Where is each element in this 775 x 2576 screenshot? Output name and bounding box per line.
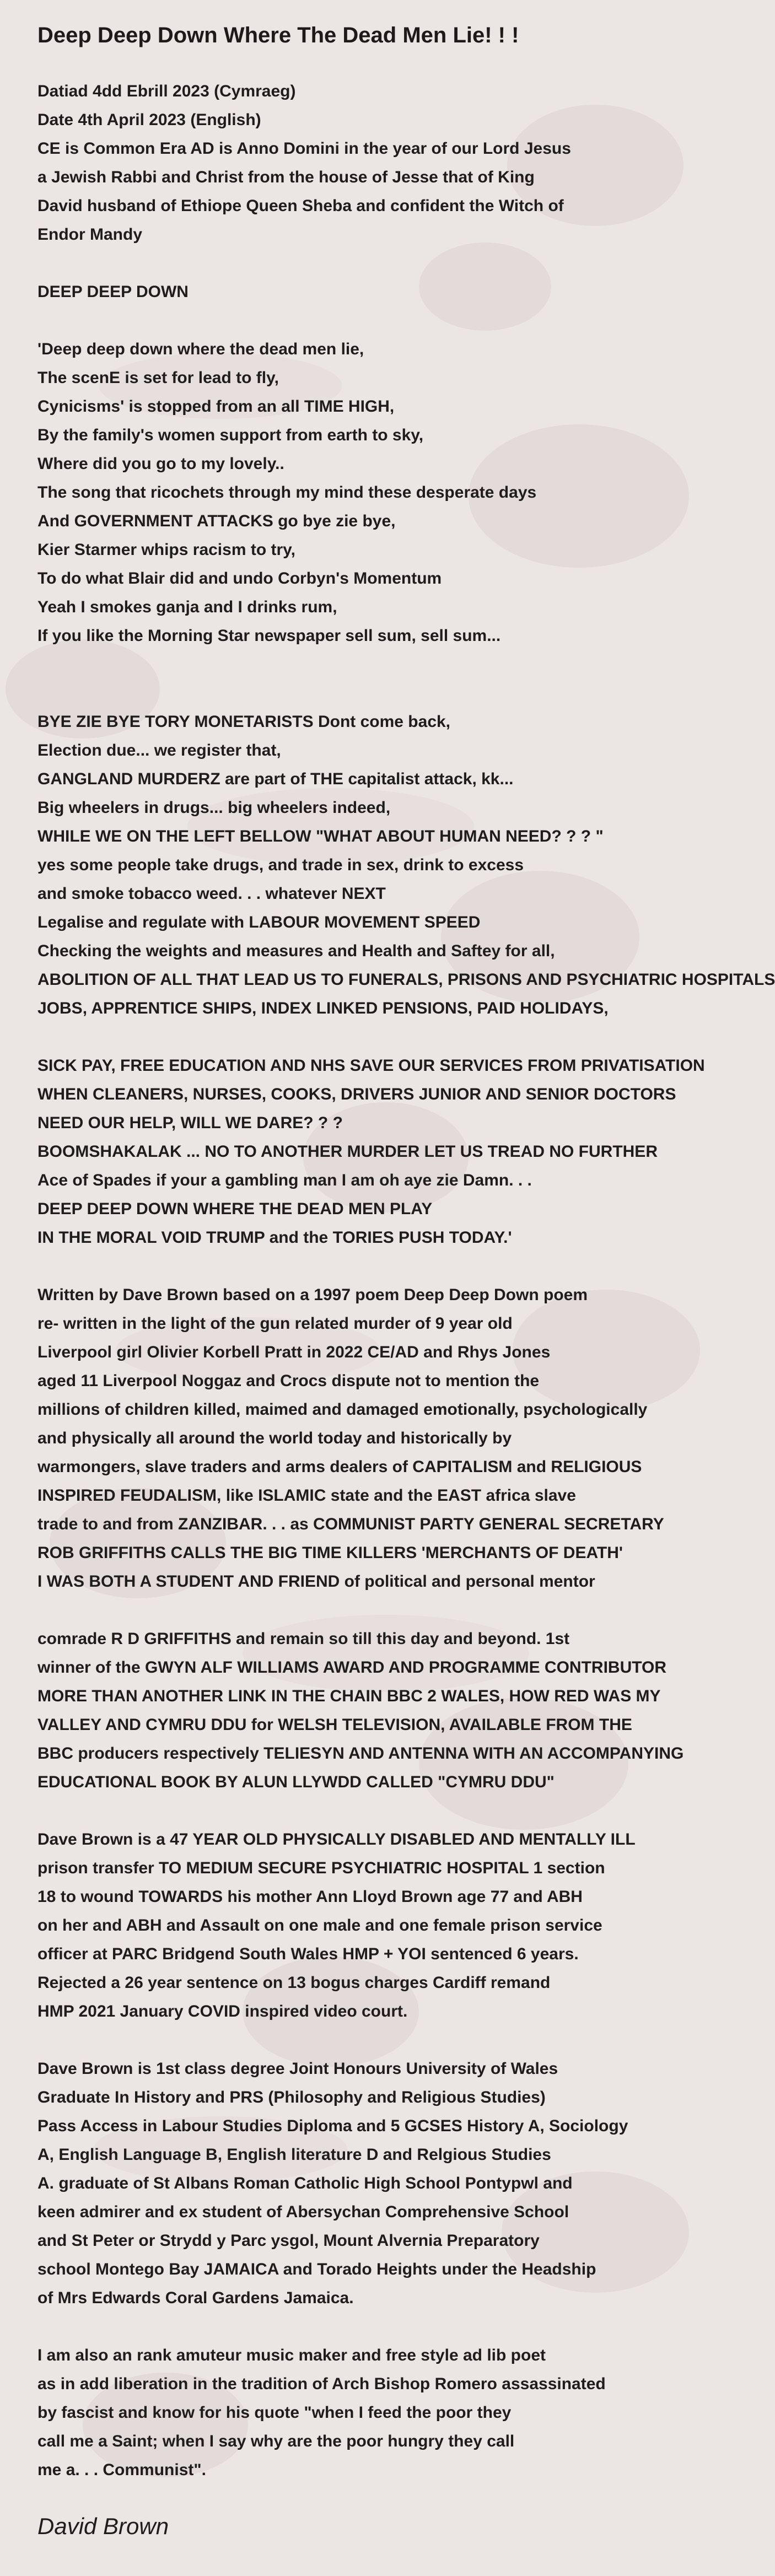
poem-line: INSPIRED FEUDALISM, like ISLAMIC state and the EAST africa slave — [37, 1486, 576, 1505]
poem-line: Graduate In History and PRS (Philosophy and Religious Studies) — [37, 2088, 546, 2106]
poem-line: WHILE WE ON THE LEFT BELLOW "WHAT ABOUT HUMAN NEED? ? ? " — [37, 827, 604, 845]
poem-line: millions of children killed, maimed and damaged emotionally, psychologically — [37, 1400, 648, 1419]
poem-line — [37, 1797, 661, 1825]
poem-line: Dave Brown is 1st class degree Joint Honours University of Wales — [37, 2060, 558, 2078]
poem-line: re- written in the light of the gun related murder of 9 year old — [37, 1314, 513, 1333]
poem-line: Big wheelers in drugs... big wheelers indeed, — [37, 799, 391, 817]
poem-line: ROB GRIFFITHS CALLS THE BIG TIME KILLERS 'MERCHANTS OF DEATH' — [37, 1544, 623, 1562]
poem-line: MORE THAN ANOTHER LINK IN THE CHAIN BBC 2 WALES, HOW RED WAS MY — [37, 1687, 661, 1705]
poem-line: 'Deep deep down where the dead men lie, — [37, 340, 364, 358]
poem-line: Checking the weights and measures and Health and Saftey for all, — [37, 942, 555, 960]
poem-line: Election due... we register that, — [37, 741, 281, 759]
poem-line: keen admirer and ex student of Abersychan Comprehensive School — [37, 2203, 569, 2221]
poem-line: Ace of Spades if your a gambling man I am oh aye zie Damn. . . — [37, 1171, 532, 1189]
poem-line: officer at PARC Bridgend South Wales HMP + YOI sentenced 6 years. — [37, 1945, 579, 1963]
poem-line: A, English Language B, English literature D and Relgious Studies — [37, 2146, 551, 2164]
poem-line: comrade R D GRIFFITHS and remain so till this day and beyond. 1st — [37, 1630, 570, 1648]
poem-line: A. graduate of St Albans Roman Catholic High School Pontypwl and — [37, 2174, 573, 2192]
poem-line: aged 11 Liverpool Noggaz and Crocs dispute not to mention the — [37, 1372, 540, 1390]
poem-line: Written by Dave Brown based on a 1997 poem Deep Deep Down poem — [37, 1286, 588, 1304]
poem-line: Cynicisms' is stopped from an all TIME HIGH, — [37, 397, 395, 416]
poem-line — [37, 1596, 661, 1625]
poem-line: EDUCATIONAL BOOK BY ALUN LLYWDD CALLED "CYMRU DDU" — [37, 1773, 555, 1791]
poem-line: NEED OUR HELP, WILL WE DARE? ? ? — [37, 1114, 343, 1132]
poem-line: a Jewish Rabbi and Christ from the house of Jesse that of King — [37, 168, 535, 186]
poem-line: IN THE MORAL VOID TRUMP and the TORIES PUSH TODAY.' — [37, 1228, 512, 1247]
poem-line — [37, 2313, 661, 2341]
poem-line: Pass Access in Labour Studies Diploma and 5 GCSES History A, Sociology — [37, 2117, 628, 2135]
poem-line: Where did you go to my lovely.. — [37, 455, 284, 473]
poem-line: as in add liberation in the tradition of Arch Bishop Romero assassinated — [37, 2375, 606, 2393]
poem-line: school Montego Bay JAMAICA and Torado Heights under the Headship — [37, 2260, 596, 2278]
poem-line — [37, 306, 661, 335]
poem-line: BOOMSHAKALAK ... NO TO ANOTHER MURDER LET US TREAD NO FURTHER — [37, 1143, 658, 1161]
poem-line: JOBS, APPRENTICE SHIPS, INDEX LINKED PENSIONS, PAID HOLIDAYS, — [37, 999, 609, 1017]
poem-line: DEEP DEEP DOWN WHERE THE DEAD MEN PLAY — [37, 1200, 433, 1218]
poem-line: GANGLAND MURDERZ are part of THE capitalist attack, kk... — [37, 770, 514, 788]
poem-line: BYE ZIE BYE TORY MONETARISTS Dont come back, — [37, 713, 451, 731]
poem-title: Deep Deep Down Where The Dead Men Lie! ! ! — [37, 23, 519, 47]
poem-line: To do what Blair did and undo Corbyn's Momentum — [37, 569, 442, 588]
poem-line: and St Peter or Strydd y Parc ysgol, Mount Alvernia Preparatory — [37, 2232, 540, 2250]
poem-line: David husband of Ethiope Queen Sheba and confident the Witch of — [37, 197, 564, 215]
poem-line: me a. . . Communist". — [37, 2461, 206, 2479]
poem-line: Liverpool girl Olivier Korbell Pratt in 2022 CE/AD and Rhys Jones — [37, 1343, 551, 1361]
poem-line: trade to and from ZANZIBAR. . . as COMMUNIST PARTY GENERAL SECRETARY — [37, 1515, 664, 1533]
poem-line — [37, 679, 661, 708]
poem-line — [37, 1252, 661, 1281]
poem-line: CE is Common Era AD is Anno Domini in the year of our Lord Jesus — [37, 139, 571, 158]
poem-line — [37, 249, 661, 278]
poem-line: Dave Brown is a 47 YEAR OLD PHYSICALLY DISABLED AND MENTALLY ILL — [37, 1830, 636, 1849]
poem-line: If you like the Morning Star newspaper sell sum, sell sum... — [37, 627, 501, 645]
poem-line: by fascist and know for his quote "when I feed the poor they — [37, 2403, 512, 2422]
poem-line: Legalise and regulate with LABOUR MOVEMENT SPEED — [37, 913, 481, 931]
poem-line: Rejected a 26 year sentence on 13 bogus charges Cardiff remand — [37, 1974, 551, 1992]
poem-line: yes some people take drugs, and trade in sex, drink to excess — [37, 856, 524, 874]
poem-line: Yeah I smokes ganja and I drinks rum, — [37, 598, 337, 616]
poem-container — [37, 22, 775, 2540]
poem-line: and physically all around the world today and historically by — [37, 1429, 512, 1447]
poem-line: I WAS BOTH A STUDENT AND FRIEND of political and personal mentor — [37, 1572, 595, 1591]
poem-line: Date 4th April 2023 (English) — [37, 111, 261, 129]
poem-line — [37, 650, 661, 679]
poem-author[interactable]: David Brown — [37, 2513, 169, 2539]
poem-line: BBC producers respectively TELIESYN AND ANTENNA WITH AN ACCOMPANYING — [37, 1744, 684, 1763]
poem-line: The scenE is set for lead to fly, — [37, 369, 279, 387]
poem-line: WHEN CLEANERS, NURSES, COOKS, DRIVERS JUNIOR AND SENIOR DOCTORS — [37, 1085, 676, 1103]
poem-line: warmongers, slave traders and arms dealers of CAPITALISM and RELIGIOUS — [37, 1458, 642, 1476]
poem-line: Datiad 4dd Ebrill 2023 (Cymraeg) — [37, 82, 296, 100]
poem-line: SICK PAY, FREE EDUCATION AND NHS SAVE OUR SERVICES FROM PRIVATISATION — [37, 1057, 705, 1075]
poem-line — [37, 1023, 661, 1052]
poem-line: ABOLITION OF ALL THAT LEAD US TO FUNERALS, PRISONS AND PSYCHIATRIC HOSPITALS — [37, 971, 775, 989]
poem-line: I am also an rank amuteur music maker and free style ad lib poet — [37, 2346, 546, 2364]
poem-line: winner of the GWYN ALF WILLIAMS AWARD AND PROGRAMME CONTRIBUTOR — [37, 1658, 667, 1677]
poem-line: Kier Starmer whips racism to try, — [37, 541, 295, 559]
poem-line: VALLEY AND CYMRU DDU for WELSH TELEVISION, AVAILABLE FROM THE — [37, 1716, 632, 1734]
poem-line: HMP 2021 January COVID inspired video court. — [37, 2002, 408, 2020]
poem-line: call me a Saint; when I say why are the poor hungry they call — [37, 2432, 515, 2450]
poem-line: of Mrs Edwards Coral Gardens Jamaica. — [37, 2289, 354, 2307]
poem-line — [37, 2026, 661, 2055]
poem-body — [37, 77, 775, 2485]
poem-line: prison transfer TO MEDIUM SECURE PSYCHIATRIC HOSPITAL 1 section — [37, 1859, 605, 1877]
poem-line: DEEP DEEP DOWN — [37, 283, 189, 301]
poem-line: The song that ricochets through my mind these desperate days — [37, 483, 537, 502]
poem-line: and smoke tobacco weed. . . whatever NEXT — [37, 885, 386, 903]
poem-line: 18 to wound TOWARDS his mother Ann Lloyd Brown age 77 and ABH — [37, 1888, 583, 1906]
poem-line: By the family's women support from earth to sky, — [37, 426, 424, 444]
poem-line: Endor Mandy — [37, 225, 143, 244]
poem-line: And GOVERNMENT ATTACKS go bye zie bye, — [37, 512, 396, 530]
poem-line: on her and ABH and Assault on one male and one female prison service — [37, 1916, 602, 1934]
